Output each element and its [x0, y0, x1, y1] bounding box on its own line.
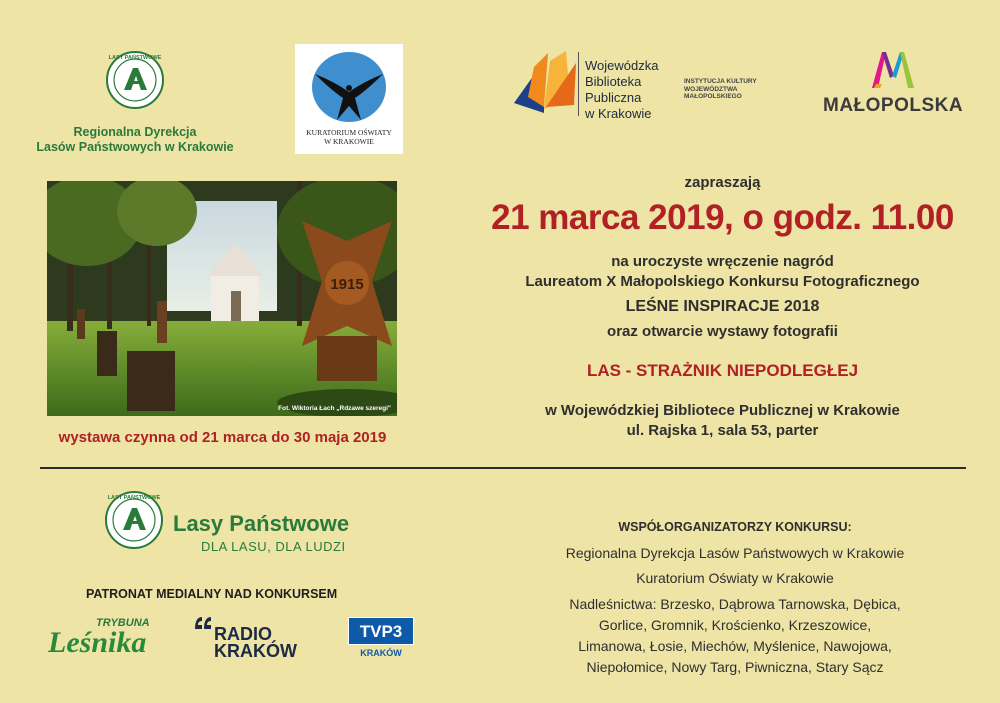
tvp-label: TVP3 — [359, 622, 403, 641]
contest-name: LEŚNE INSPIRACJE 2018 — [625, 298, 820, 315]
coorganizer-rdlp: Regionalna Dyrekcja Lasów Państwowych w Krakowie — [565, 545, 905, 561]
malopolska-label: MAŁOPOLSKA — [823, 95, 964, 116]
malopolska-m-icon — [870, 48, 916, 90]
lp-slogan: DLA LASU, DLA LUDZI — [201, 539, 346, 554]
book-pages-icon — [514, 47, 576, 119]
exhibition-dates: wystawa czynna od 21 marca do 30 maja 2019 — [58, 429, 387, 446]
cemetery-photo — [47, 181, 397, 416]
lasy-panstwowe-seal-icon — [105, 50, 165, 110]
event-date: 21 marca 2019, o godz. 11.00 — [491, 198, 954, 237]
institution-line3: MAŁOPOLSKIEGO — [684, 93, 742, 100]
kuratorium-caption — [295, 128, 403, 146]
institution-label — [684, 78, 757, 101]
districts-line1: Nadleśnictwa: Brzesko, Dąbrowa Tarnowska, Dębica, — [569, 596, 901, 612]
wbp-name — [585, 58, 658, 122]
wbp-line4: w Krakowie — [585, 106, 652, 121]
districts-line4: Niepołomice, Nowy Targ, Piwniczna, Stary Sącz — [586, 659, 884, 675]
districts-line3: Limanowa, Łosie, Miechów, Myślenice, Nawojowa, — [578, 638, 892, 654]
institution-line2: WOJEWÓDZTWA — [684, 85, 738, 93]
venue-line1: w Wojewódzkiej Bibliotece Publicznej w Krakowie — [545, 402, 900, 419]
invite-word: zapraszają — [684, 174, 761, 191]
institution-line1: INSTYTUCJA KULTURY — [684, 78, 757, 85]
wbp-divider — [578, 52, 579, 116]
exhibition-photo — [47, 181, 397, 416]
tvp-city: KRAKÓW — [360, 648, 402, 658]
divider — [40, 467, 966, 469]
kuratorium-logo — [295, 44, 403, 154]
tvp-logo — [348, 617, 414, 645]
kuratorium-line1: KURATORIUM OŚWIATY — [306, 128, 392, 137]
districts-line2: Gorlice, Gromnik, Krościenko, Krzeszowice, — [598, 617, 872, 633]
coorganizer-kuratorium: Kuratorium Oświaty w Krakowie — [636, 570, 834, 586]
rdlp-name-line1: Regionalna Dyrekcja — [73, 125, 197, 139]
radio-line1: RADIO — [214, 624, 272, 644]
wbp-line1: Wojewódzka — [585, 58, 659, 73]
exhibition-title: LAS - STRAŻNIK NIEPODLEGŁEJ — [586, 361, 859, 380]
rdlp-name — [30, 125, 240, 155]
wbp-line3: Publiczna — [585, 90, 642, 105]
lp-title: Lasy Państwowe — [173, 511, 350, 536]
svg-text:LASY PAŃSTWOWE: LASY PAŃSTWOWE — [108, 55, 162, 61]
cross-number: 1915 — [330, 276, 364, 293]
invite-line1: na uroczyste wręczenie nagród — [611, 253, 834, 270]
svg-text:LASY PAŃSTWOWE: LASY PAŃSTWOWE — [107, 495, 161, 501]
venue-line2: ul. Rajska 1, sala 53, parter — [626, 422, 819, 439]
radio-line2: KRAKÓW — [214, 641, 297, 661]
kuratorium-line2: W KRAKOWIE — [324, 137, 374, 146]
coorganizers-title: WSPÓŁORGANIZATORZY KONKURSU: — [618, 520, 852, 534]
patronat-label: PATRONAT MEDIALNY NAD KONKURSEM — [86, 587, 338, 601]
wbp-line2: Biblioteka — [585, 74, 642, 89]
rdlp-name-line2: Lasów Państwowych w Krakowie — [36, 140, 234, 154]
photo-credit: Fot. Wiktoria Łach „Rdzawe szeregi" — [278, 405, 391, 412]
lasy-panstwowe-seal-icon — [104, 490, 164, 550]
invite-line3: oraz otwarcie wystawy fotografii — [607, 323, 838, 340]
invite-line2: Laureatom X Małopolskiego Konkursu Fotograficznego — [525, 273, 920, 290]
radio-quote-icon — [193, 615, 213, 631]
trybuna-line2: Leśnika — [48, 626, 147, 659]
trybuna-line1: TRYBUNA — [96, 617, 150, 629]
